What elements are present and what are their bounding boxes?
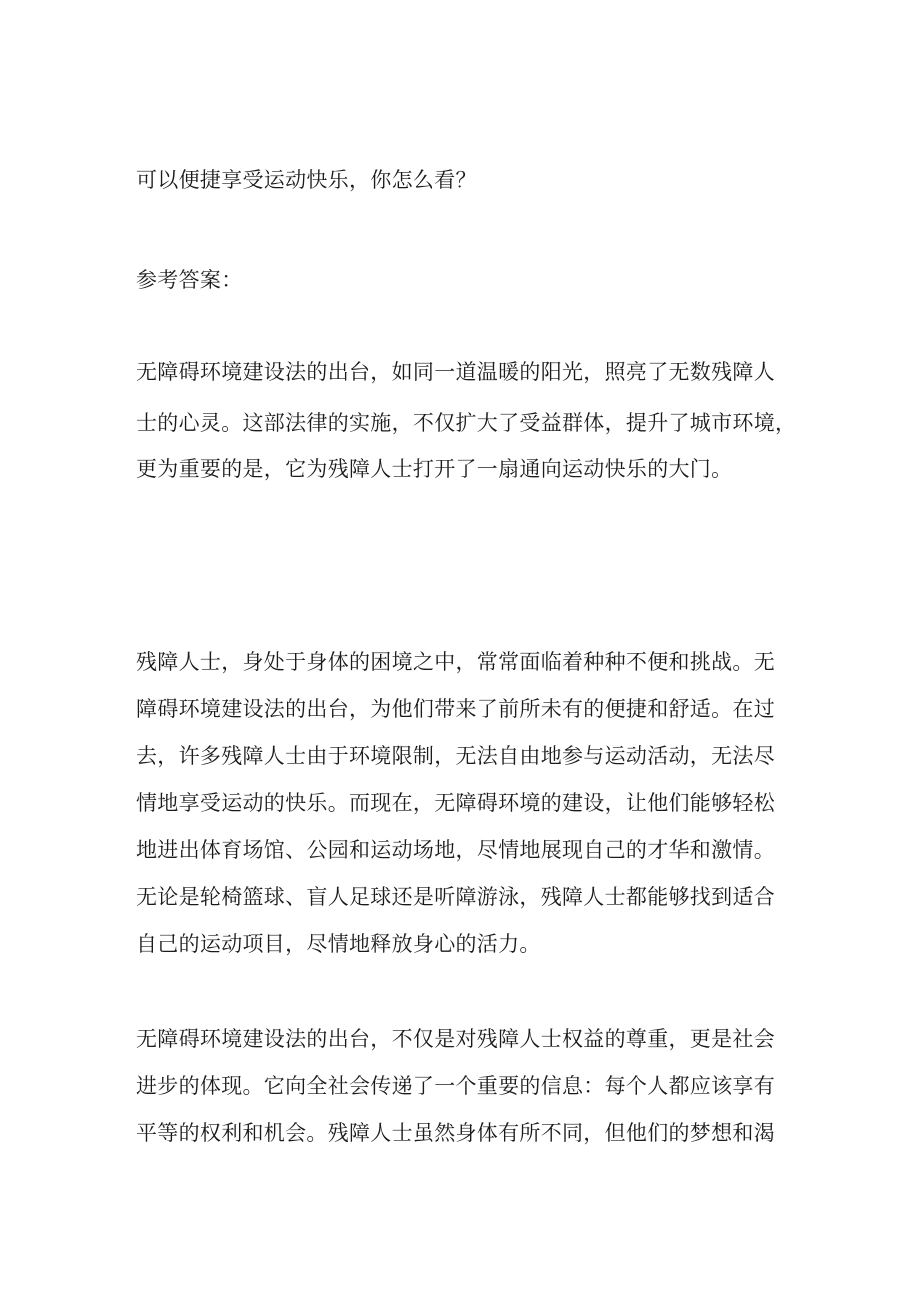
paragraph-line: 无障碍环境建设法的出台，如同一道温暖的阳光，照亮了无数残障人: [136, 360, 775, 384]
paragraph-line: 自己的运动项目，尽情地释放身心的活力。: [136, 932, 541, 956]
question-text: 可以便捷享受运动快乐，你怎么看？: [136, 168, 477, 192]
paragraph-line: 障碍环境建设法的出台，为他们带来了前所未有的便捷和舒适。在过: [136, 697, 775, 721]
paragraph-line: 无论是轮椅篮球、盲人足球还是听障游泳，残障人士都能够找到适合: [136, 885, 775, 909]
paragraph-line: 情地享受运动的快乐。而现在，无障碍环境的建设，让他们能够轻松: [136, 791, 775, 815]
paragraph-line: 去，许多残障人士由于环境限制，无法自由地参与运动活动，无法尽: [136, 744, 775, 768]
paragraph-line: 平等的权利和机会。残障人士虽然身体有所不同，但他们的梦想和渴: [136, 1121, 775, 1145]
paragraph-line: 进步的体现。它向全社会传递了一个重要的信息：每个人都应该享有: [136, 1074, 775, 1098]
paragraph-line: 更为重要的是，它为残障人士打开了一扇通向运动快乐的大门。: [136, 457, 733, 481]
paragraph-line: 士的心灵。这部法律的实施，不仅扩大了受益群体，提升了城市环境，: [136, 411, 797, 435]
paragraph-line: 无障碍环境建设法的出台，不仅是对残障人士权益的尊重，更是社会: [136, 1027, 775, 1051]
paragraph-line: 地进出体育场馆、公园和运动场地，尽情地展现自己的才华和激情。: [136, 838, 775, 862]
paragraph-line: 残障人士，身处于身体的困境之中，常常面临着种种不便和挑战。无: [136, 650, 775, 674]
answer-label: 参考答案：: [136, 268, 243, 292]
